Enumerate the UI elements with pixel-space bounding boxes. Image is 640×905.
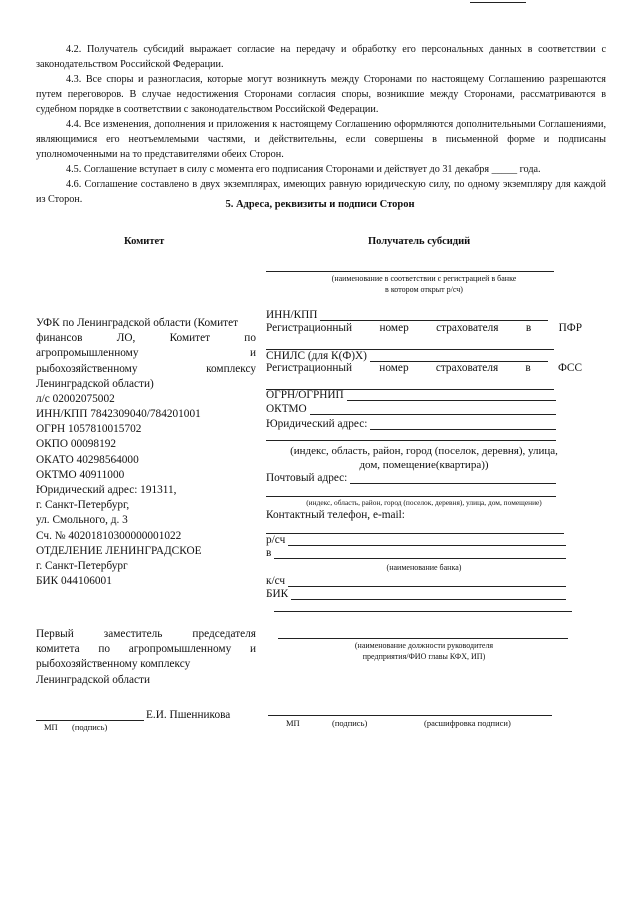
org-line: УФК по Ленинградской области (Комитет [36, 317, 239, 329]
left-signer-name: Е.И. Пшенникова [146, 709, 231, 721]
position-hint-1: (наименование должности руководителя [354, 641, 494, 650]
clause-4-4: 4.4. Все изменения, дополнения и приложения к настоящему Соглашению оформляются дополнительными Соглашениями, являющимися его неотъемлемыми частями, и действительны, если совершены в письменной форме и подписаны уполномоченными на то представителями обеих Сторон. [36, 119, 606, 160]
clause-4-3: 4.3. Все споры и разногласия, которые могут возникнуть между Сторонами по настоящему Соглашению разрешаются путем переговоров. В случае недостижения Сторонами согласия споры, возникшие между Сторонами, рассматриваются в судебном порядке в соответствии с законодательством Российской Федерации. [36, 74, 606, 115]
postal-address-field: Почтовый адрес: [266, 472, 556, 484]
bik-extra-line [274, 611, 572, 612]
req-line: г. Санкт-Петербург [36, 560, 128, 573]
rs-field: р/сч [266, 534, 566, 546]
committee-org-block [36, 316, 256, 407]
left-heading: Комитет [124, 236, 165, 247]
req-line: БИК 044106001 [36, 575, 112, 588]
bank-hint: (наименование банка) [386, 563, 462, 572]
ogrn-field: ОГРН/ОГРНИП [266, 389, 556, 401]
org-line: л/с 02002075002 [36, 393, 115, 406]
left-mp: МП [44, 722, 58, 732]
req-line: ул. Смольного, д. 3 [36, 514, 128, 527]
org-line: агропромышленному и [36, 347, 256, 360]
req-line: ОКТМО 40911000 [36, 468, 125, 481]
req-line: ОКПО 00098192 [36, 438, 117, 451]
inn-kpp-field: ИНН/КПП [266, 309, 548, 321]
bik-field: БИК [266, 588, 566, 600]
committee-position [36, 627, 256, 688]
req-line: Юридический адрес: 191311, [36, 484, 177, 497]
position-line: Ленинградской области [36, 673, 150, 686]
contacts-label: Контактный телефон, e-mail: [266, 509, 405, 521]
section-title: 5. Адреса, реквизиты и подписи Сторон [225, 199, 415, 210]
pfr-field: Регистрационный номер страхователя в ПФР [266, 322, 582, 334]
right-heading: Получатель субсидий [368, 236, 471, 247]
postal-hint: (индекс, область, район, город (поселок, деревня), улица, дом, помещение) [306, 498, 542, 507]
left-signature-line [36, 720, 144, 721]
position-line: рыбохозяйственному комплексу [36, 658, 191, 671]
req-line: Сч. № 40201810300000001022 [36, 529, 182, 542]
req-line: ИНН/КПП 7842309040/784201001 [36, 408, 201, 420]
left-sign-caption: (подпись) [72, 722, 108, 732]
req-line: г. Санкт-Петербург, [36, 499, 130, 512]
address-hint-2: дом, помещение(квартира)) [359, 459, 489, 471]
position-line: Первый заместитель председателя [36, 628, 256, 640]
recipient-name-hint-1: (наименование в соответствии с регистрацией в банке [331, 274, 517, 283]
committee-requisites [36, 407, 256, 589]
clause-4-6: 4.6. Соглашение составлено в двух экземплярах, имеющих равную юридическую силу, по одному экземпляру для каждой из Сторон. [36, 179, 606, 205]
right-signature-line [268, 715, 552, 716]
position-line [278, 638, 568, 639]
org-line: рыбохозяйственному комплексу [36, 362, 256, 375]
recipient-column [266, 0, 582, 905]
right-mp: МП [286, 718, 300, 728]
org-line: Ленинградской области) [36, 377, 154, 390]
postal-address-line [266, 496, 556, 497]
req-line: ОТДЕЛЕНИЕ ЛЕНИНГРАДСКОЕ [36, 544, 202, 557]
position-line: комитета по агропромышленному и [36, 643, 256, 656]
right-decode-caption: (расшифровка подписи) [424, 718, 511, 728]
req-line: ОКАТО 40298564000 [36, 453, 139, 466]
address-hint-1: (индекс, область, район, город (поселок, деревня), улица, [290, 445, 558, 457]
ks-field: к/сч [266, 575, 566, 587]
legal-address-field: Юридический адрес: [266, 418, 556, 430]
bank-field: в [266, 547, 566, 559]
snils-field: СНИЛС (для К(Ф)Х) [266, 350, 548, 362]
position-hint-2: предприятия/ФИО главы КФХ, ИП) [362, 652, 486, 661]
recipient-name-line [266, 271, 554, 272]
clause-4-5: 4.5. Соглашение вступает в силу с момента его подписания Сторонами и действует до 31 декабря _____ года. [66, 164, 541, 175]
org-line: финансов ЛО, Комитет по [36, 332, 256, 345]
right-sign-caption: (подпись) [332, 718, 368, 728]
fss-field: Регистрационный номер страхователя в ФСС [266, 362, 582, 374]
req-line: ОГРН 1057810015702 [36, 423, 142, 436]
legal-address-line [266, 440, 556, 441]
oktmo-field: ОКТМО [266, 403, 556, 415]
clause-4-2: 4.2. Получатель субсидий выражает согласие на передачу и обработку его персональных данных в соответствии с законодательством Российской Федерации. [36, 44, 606, 70]
recipient-name-hint-2: в котором открыт р/сч) [385, 285, 463, 294]
